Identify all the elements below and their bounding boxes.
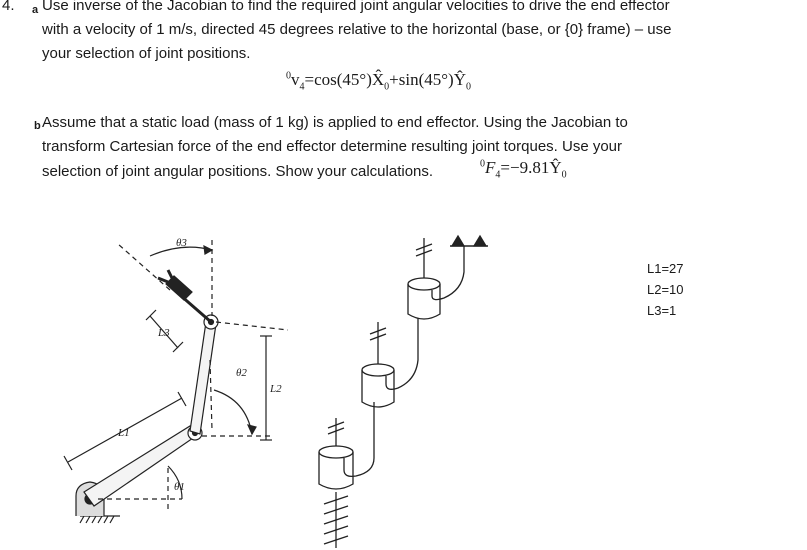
- part-b-line-2: transform Cartesian force of the end effector determine resulting joint torques. Use your: [42, 138, 623, 155]
- l1-label: L1: [118, 427, 130, 439]
- theta3-arrow: [204, 246, 212, 254]
- question-number: 4.: [2, 0, 15, 14]
- spatial-link-1: [344, 402, 374, 476]
- l2-label: L2: [270, 383, 282, 395]
- part-a-line-1: Use inverse of the Jacobian to find the required joint angular velocities to drive the end effector: [42, 0, 670, 14]
- ee-finger-right: [474, 236, 486, 246]
- theta3-label: θ3: [176, 237, 187, 249]
- l3-label: L3: [158, 327, 170, 339]
- param-l1: L1=27: [647, 261, 684, 276]
- eq-b-lhs: F: [485, 158, 496, 177]
- spatial-base-hatch: [324, 492, 348, 548]
- eq-a-lhs: v: [291, 70, 300, 89]
- eq-b-frame: 0: [480, 158, 485, 170]
- param-l3: L3=1: [647, 303, 677, 318]
- link-1: [84, 426, 196, 506]
- theta2-label: θ2: [236, 367, 247, 379]
- theta2-arrow: [248, 425, 256, 434]
- cylinder-3: [408, 284, 440, 319]
- gripper: [166, 276, 192, 300]
- theta2-arc: [214, 390, 252, 434]
- spatial-link-2: [386, 318, 418, 389]
- eq-a-rhs-2: +sin(45°)Ŷ: [389, 70, 466, 89]
- param-l2: L2=10: [647, 282, 684, 297]
- eq-a-rhs-2-sub: 0: [465, 81, 471, 93]
- eq-a-rhs-1: =cos(45°)X̂: [304, 70, 385, 89]
- ee-finger-left: [452, 236, 464, 246]
- eq-a-frame: 0: [286, 70, 291, 82]
- eq-a-rhs-1-sub: 0: [384, 81, 390, 93]
- part-b-line-1: Assume that a static load (mass of 1 kg) is applied to end effector. Using the Jacobian to: [42, 114, 628, 131]
- spatial-link-3: [432, 246, 464, 300]
- eq-a-lhs-sub: 4: [299, 81, 305, 93]
- part-a-line-2: with a velocity of 1 m/s, directed 45 degrees relative to the horizontal (base, or {0} frame) – use: [42, 21, 672, 38]
- theta1-label: θ1: [174, 481, 185, 493]
- eq-b-rhs: =−9.81Ŷ: [500, 158, 562, 177]
- part-b-letter: b: [34, 120, 41, 132]
- spatial-arm-diagram: [319, 236, 488, 548]
- ground-hatch: [80, 516, 120, 523]
- part-a-letter: a: [32, 4, 39, 16]
- part-b-line-3: selection of joint angular positions. Show your calculations.: [42, 163, 434, 180]
- eq-b-rhs-sub: 0: [561, 169, 567, 181]
- eq-b-lhs-sub: 4: [495, 169, 501, 181]
- part-a-line-3: your selection of joint positions.: [42, 45, 251, 62]
